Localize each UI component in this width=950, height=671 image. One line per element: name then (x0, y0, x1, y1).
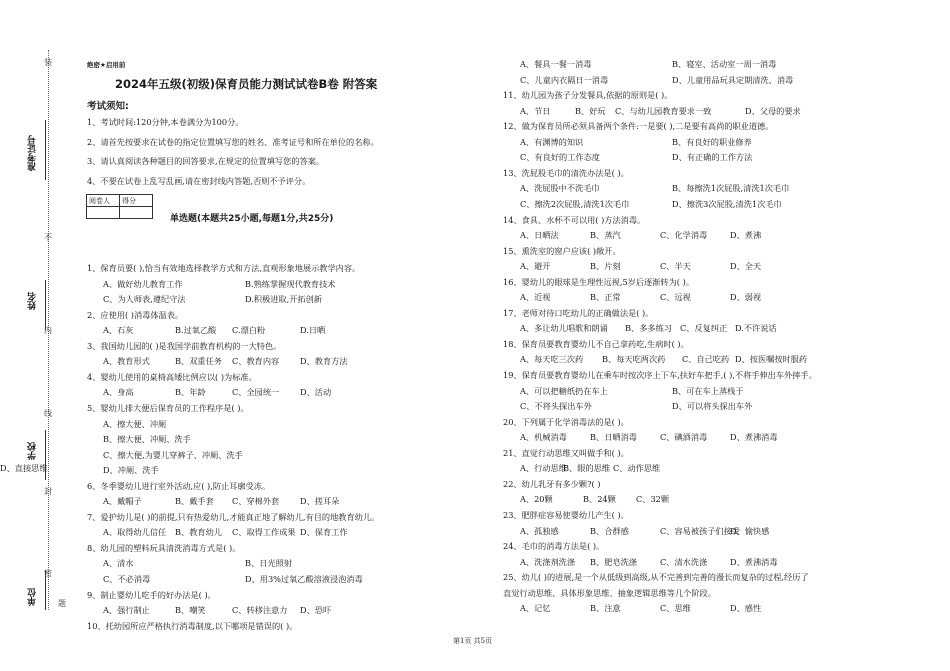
option: C、穿棉外套 (232, 496, 280, 507)
option: B、有良好的职业修养 (672, 136, 752, 147)
score-label: 得分 (120, 195, 153, 207)
option: A、日晒法 (520, 230, 559, 241)
option: A、餐具一餐一消毒 (520, 59, 592, 69)
question-text: 13、洗屁股毛巾的清洗办法是( )。 (503, 167, 629, 178)
option: D.积极进取,开拓创新 (245, 294, 322, 305)
option: D、恐吓 (300, 605, 332, 616)
name-label: 姓名 (28, 292, 38, 310)
option: B、肥皂洗涤 (590, 556, 637, 567)
option: B、24颗 (583, 494, 616, 505)
question-text: 6、冬季婴幼儿进行室外活动,应( ),防止耳廓受冻。 (87, 480, 271, 491)
option: C、全园统一 (232, 387, 280, 398)
option: B、嘲笑 (175, 605, 206, 616)
option: B、注意 (590, 603, 621, 614)
reviewer-label: 阅卷人 (87, 195, 120, 207)
option: C、容易被孩子们接受 (660, 525, 740, 536)
option: B.过氧乙酸 (175, 325, 217, 336)
option: A、有渊博的知识 (520, 136, 584, 147)
option: D、感性 (730, 603, 762, 614)
option: D、直接思维 (0, 463, 48, 474)
notice-heading: 考试须知: (87, 101, 129, 112)
notice-item: 1、考试时间:120分钟,本卷满分为100分。 (87, 117, 244, 127)
option: B、教育幼儿 (175, 527, 222, 538)
section-title: 单选题(本题共25小题,每题1分,共25分) (170, 214, 334, 224)
option: C、清水洗涤 (660, 556, 708, 567)
option: C、擦洗2次屁股,清洗1次毛巾 (520, 198, 630, 209)
option: D、可以将头探出车外 (672, 401, 753, 412)
question-text: 23、肥胖症容易使婴幼儿产生( )。 (503, 509, 629, 520)
page-footer: 第1页 共5页 (453, 637, 493, 645)
option: A、20颗 (520, 494, 553, 505)
option: B、戴手套 (175, 496, 214, 507)
option: A、戴帽子 (103, 496, 142, 507)
question-text: 25、幼儿( )的进展,是一个从低级到高级,从不完善到完善的漫长而复杂的过程,经历了 (503, 572, 809, 583)
name-field[interactable] (45, 280, 46, 330)
option: A、每天吃三次药 (520, 354, 584, 365)
option: B、擦大便、冲厕、洗手 (103, 434, 191, 445)
option: A、擦大便、冲厕 (103, 418, 167, 429)
option: D、用3%过氧乙酸溶液浸泡消毒 (245, 574, 363, 584)
question-text: 7、爱护幼儿是( )的前提,只有热爱幼儿,才能真正地了解幼儿,有目的地教育幼儿。 (87, 511, 380, 522)
option: D.日晒 (300, 325, 326, 336)
option: D、有正确的工作方法 (672, 152, 753, 163)
option: A、机械消毒 (520, 432, 567, 443)
option: C、半天 (660, 261, 691, 272)
option: C、不将头探出车外 (520, 401, 592, 412)
option: C、有良好的工作态度 (520, 152, 600, 163)
question-text: 直觉行动思维、具体形象思维、抽象逻辑思维等几个阶段。 (503, 587, 716, 598)
option: B、蒸汽 (590, 230, 621, 241)
reviewer-cell[interactable] (87, 207, 120, 219)
school-label: 学校 (28, 442, 38, 460)
option: C、远视 (660, 292, 691, 303)
option: D、煮沸 (730, 230, 762, 241)
question-text: 22、幼儿乳牙有多少颗?( ) (503, 478, 601, 489)
question-text: 11、幼儿园为孩子分发餐具,依据的原则是( )。 (503, 90, 673, 101)
binding-char: 线 (44, 409, 52, 418)
question-text: 3、我国幼儿园的( )是我国学前教育机构的一大特色。 (87, 340, 282, 351)
notice-item: 2、请首先按要求在试卷的指定位置填写您的姓名、准考证号和所在单位的名称。 (87, 137, 379, 147)
option: B、年龄 (175, 387, 206, 398)
option: D、教育方法 (300, 356, 348, 367)
option: C、与幼儿园教育要求一致 (615, 105, 712, 116)
notice-item: 3、请认真阅读各种题目的回答要求,在规定的位置填写您的答案。 (87, 156, 325, 166)
question-text: 10、托幼园所应严格执行消毒制度,以下哪项是错误的( )。 (87, 620, 298, 631)
unit-label: 单位 (28, 588, 38, 606)
option: C、不必消毒 (103, 574, 151, 584)
option: D、擦洗3次屁股,清洗1次毛巾 (672, 198, 782, 209)
option: C、自己吃药 (682, 354, 730, 365)
option: D、冲厕、洗手 (103, 465, 159, 476)
binding-char: 内 (44, 326, 52, 335)
question-text: 1、保育员要( ),恰当有效地选择教学方式和方法,直观形象地展示教学内容。 (87, 263, 361, 273)
option: A、洗涤剂洗涤 (520, 556, 576, 567)
option: B、正常 (590, 292, 621, 303)
option: A、多让幼儿唱歌和朗诵 (520, 323, 608, 334)
question-text: 2、应使用( )消毒体温表。 (87, 309, 184, 320)
option: D、保育工作 (300, 527, 348, 538)
option: C、儿童内衣隔日一消毒 (520, 74, 609, 85)
question-text: 24、毛巾的消毒方法是( )。 (503, 541, 605, 552)
option: A、清水 (103, 558, 134, 569)
question-text: 14、食具、水杯不可以用( )方法消毒。 (503, 214, 646, 225)
score-cell[interactable] (120, 207, 153, 219)
option: C.漂白粉 (232, 325, 266, 336)
option: C、碘酒消毒 (660, 432, 708, 443)
option: C、32颗 (636, 494, 670, 505)
option: A、教育形式 (103, 356, 150, 367)
option: D、愉快感 (730, 525, 770, 536)
option: A、行动思维 (520, 463, 567, 474)
option: D、全天 (730, 261, 762, 272)
question-text: 19、保育员要教育婴幼儿在乘车时按次序上下车,扶好车把手,( ),不将手伸出车外摔手。 (503, 370, 817, 380)
option: C、取得工作成果 (232, 527, 296, 538)
option: C、为人师表,遵纪守法 (103, 294, 186, 305)
option: A、强行制止 (103, 605, 150, 616)
binding-char: 装 (44, 58, 52, 67)
option: C、动作思维 (613, 463, 661, 474)
option: A、可以把糖纸扔在车上 (520, 385, 608, 396)
option: D、煮沸消毒 (730, 556, 778, 567)
question-text: 20、下列属于化学消毒法的是( )。 (503, 416, 629, 427)
option: C、教育内容 (232, 356, 280, 367)
option: A、石灰 (103, 325, 134, 336)
question-text: 21、直觉行动思维又叫做手和( )。 (503, 447, 629, 458)
question-text: 8、幼儿园的塑料玩具清洗消毒方式是( )。 (87, 542, 241, 553)
option: B、可在车上蒸栈于 (672, 385, 744, 396)
question-text: 15、熏洗室的窗户应该( )敞开。 (503, 245, 621, 256)
option: D、父母的要求 (745, 105, 801, 116)
option: C、转移注意力 (232, 605, 288, 616)
option: B.熟练掌握现代教育技术 (245, 278, 336, 289)
option: D、儿童用品玩具定期清洗、消毒 (672, 74, 794, 85)
question-text: 9、制止婴幼儿吃手的好办法是( )。 (87, 589, 216, 600)
option: C、化学消毒 (660, 230, 708, 241)
notice-item: 4、不要在试卷上乱写乱画,请在密封线内答题,否则不予评分。 (87, 176, 311, 186)
option: D、按医嘱按时服药 (735, 354, 808, 365)
option: B、多多练习 (625, 323, 672, 334)
option: D.不许说话 (735, 323, 777, 334)
option: B、合群感 (590, 525, 629, 536)
option: B、每天吃两次药 (602, 354, 666, 365)
option: B、日光照射 (245, 558, 292, 569)
binding-char: 密 (44, 569, 52, 578)
question-text: 16、婴幼儿的眼球是生理性远视,5岁后逐渐转为( )。 (503, 276, 694, 287)
option: A、取得幼儿信任 (103, 527, 167, 538)
binding-char: 封 (44, 487, 52, 496)
exam-no-field[interactable] (45, 120, 46, 180)
option: A、避开 (520, 261, 551, 272)
option: B、眼的思维 (563, 463, 610, 474)
option: D、活动 (300, 387, 332, 398)
score-table (86, 194, 153, 219)
option: B、日晒消毒 (590, 432, 637, 443)
option: A、孤独感 (520, 525, 559, 536)
option: B、双重任务 (175, 356, 222, 367)
option: A、身高 (103, 387, 134, 398)
question-text: 17、老师对待口吃幼儿的正确做法是( )。 (503, 307, 654, 318)
question-text: 5、婴幼儿排大便后保育员的工作程序是( )。 (87, 402, 249, 413)
page-title: 2024年五级(初级)保育员能力测试试卷B卷 附答案 (115, 77, 378, 91)
option: D、搓耳朵 (300, 496, 340, 507)
question-text: 12、做为保育员所必须具备两个条件:一是要( ),二是要有高尚的职业道德。 (503, 121, 774, 132)
secret-mark: 绝密★启用前 (87, 61, 126, 69)
exam-no-label: 准考证号 (28, 135, 38, 171)
option: D、弱视 (730, 292, 762, 303)
option: D、煮沸消毒 (730, 432, 778, 443)
option: A、记忆 (520, 603, 551, 614)
question-text: 4、婴幼儿使用的桌椅高矮比例应以( )为标准。 (87, 371, 257, 382)
option: C、擦大便,为婴儿穿裤子、冲厕、洗手 (103, 449, 243, 460)
option: C、反复纠正 (680, 323, 728, 334)
option: B、每擦洗1次屁股,清洗1次毛巾 (672, 183, 790, 194)
binding-char: 题 (58, 599, 66, 608)
option: B、寝室、活动室一周一消毒 (672, 59, 777, 69)
option: C、思维 (660, 603, 691, 614)
option: A、近视 (520, 292, 551, 303)
binding-char: 不 (44, 233, 52, 242)
question-text: 18、保育员要教育婴幼儿不自己拿药吃,生病时( )。 (503, 338, 689, 349)
option: B、好玩 (575, 105, 606, 116)
option: A、节日 (520, 105, 551, 116)
option: A、做好幼儿教育工作 (103, 278, 183, 289)
option: A、洗屁股中不洗毛巾 (520, 183, 600, 194)
option: B、片刻 (590, 261, 621, 272)
